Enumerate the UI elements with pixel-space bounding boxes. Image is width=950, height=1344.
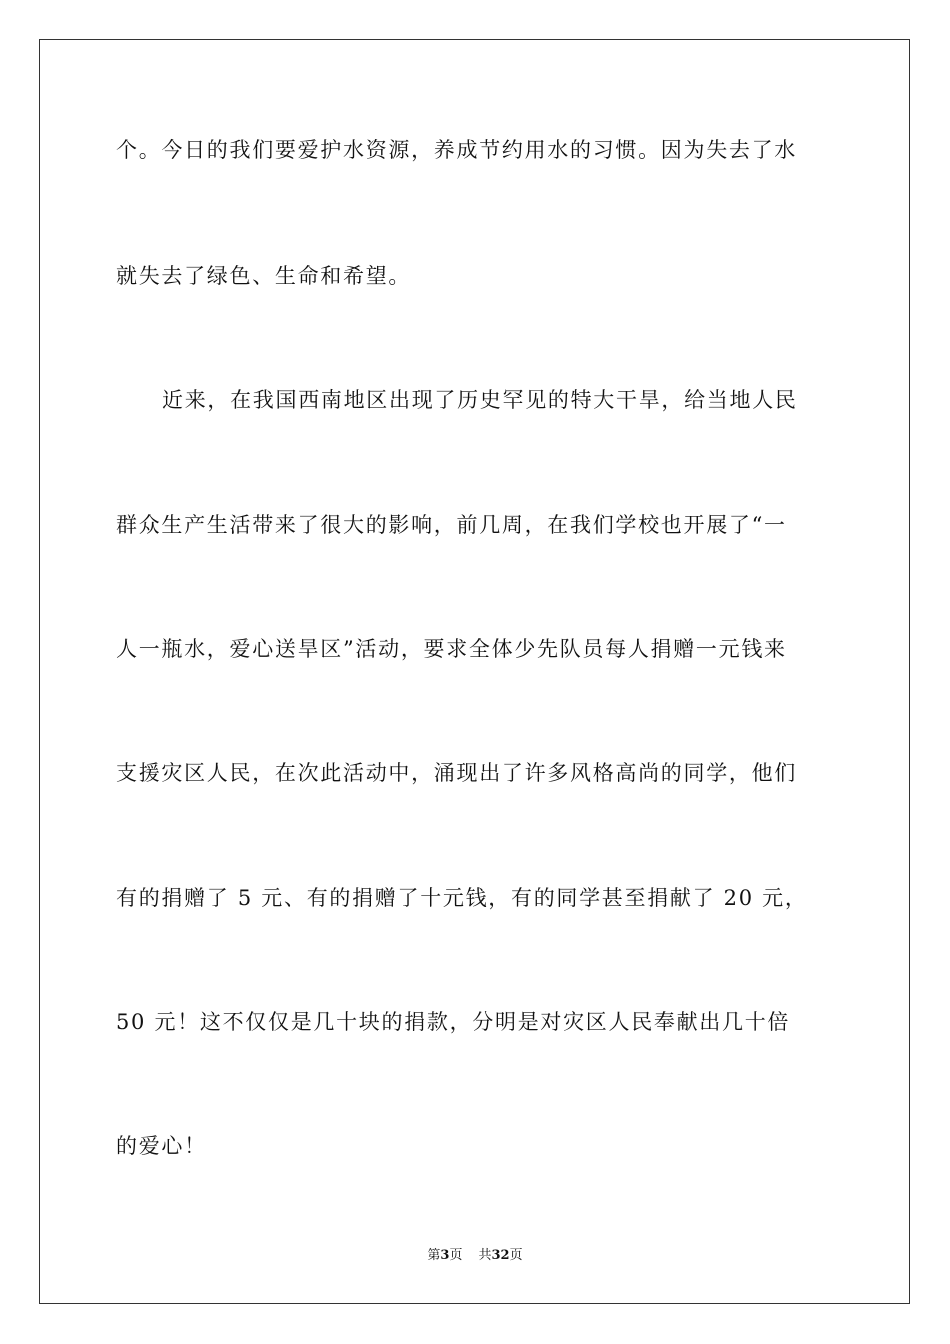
footer-prefix: 第 <box>427 1248 441 1263</box>
footer-page-unit: 页 <box>449 1248 463 1263</box>
paragraph-line: 群众生产生活带来了很大的影响，前几周，在我们学校也开展了“一 <box>116 513 787 537</box>
paragraph-line: 支援灾区人民，在次此活动中，涌现出了许多风格高尚的同学，他们 <box>116 761 797 785</box>
page-number-footer <box>0 1247 950 1265</box>
page-border <box>39 39 910 1304</box>
paragraph-line: 50 元！这不仅仅是几十块的捐款，分明是对灾区人民奉献出几十倍 <box>116 1010 791 1034</box>
paragraph-line: 人一瓶水，爱心送旱区”活动，要求全体少先队员每人捐赠一元钱来 <box>116 637 787 661</box>
paragraph-line: 个。今日的我们要爱护水资源，养成节约用水的习惯。因为失去了水 <box>116 138 797 162</box>
paragraph-line: 近来，在我国西南地区出现了历史罕见的特大干旱，给当地人民 <box>162 388 798 412</box>
paragraph-line: 就失去了绿色、生命和希望。 <box>116 264 412 288</box>
footer-total-prefix: 共 <box>478 1248 492 1263</box>
paragraph-line: 的爱心！ <box>116 1134 207 1158</box>
paragraph-line: 有的捐赠了 5 元、有的捐赠了十元钱，有的同学甚至捐献了 20 元， <box>116 886 808 910</box>
current-page-number: 3 <box>440 1248 450 1263</box>
footer-total-unit: 页 <box>509 1248 523 1263</box>
total-pages-number: 32 <box>491 1248 510 1263</box>
